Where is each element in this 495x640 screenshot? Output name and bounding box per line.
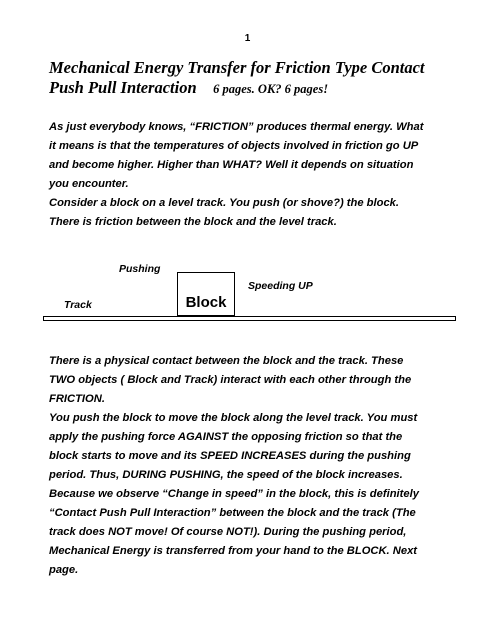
title-line-1: Mechanical Energy Transfer for Friction Type Contact	[49, 58, 425, 77]
speeding-up-label: Speeding UP	[248, 280, 313, 292]
title-line-2-text: Push Pull Interaction	[49, 78, 197, 97]
title-line-2	[49, 78, 469, 99]
text-line: track does NOT move! Of course NOT!). During the pushing period,	[49, 526, 407, 538]
text-line: it means is that the temperatures of objects involved in friction go UP	[49, 140, 419, 152]
explanation-paragraph	[49, 352, 469, 580]
text-line: FRICTION.	[49, 393, 105, 405]
page-title	[49, 58, 469, 99]
track-label: Track	[64, 299, 92, 311]
page-number: 1	[244, 33, 251, 44]
text-line: apply the pushing force AGAINST the opposing friction so that the	[49, 431, 403, 443]
pushing-label: Pushing	[119, 263, 161, 275]
text-line: Consider a block on a level track. You push (or shove?) the block.	[49, 197, 400, 209]
track-bar	[43, 316, 456, 321]
intro-paragraph	[49, 118, 469, 232]
text-line: “Contact Push Pull Interaction” between the block and the track (The	[49, 507, 416, 519]
title-note: 6 pages. OK? 6 pages!	[213, 82, 329, 96]
text-line: period. Thus, DURING PUSHING, the speed of the block increases.	[49, 469, 403, 481]
text-line: You push the block to move the block along the level track. You must	[49, 412, 418, 424]
text-line: Because we observe “Change in speed” in the block, this is definitely	[49, 488, 419, 500]
text-line: As just everybody knows, “FRICTION” produces thermal energy. What	[49, 121, 424, 133]
block-track-diagram	[0, 255, 495, 345]
block-shape	[177, 272, 235, 316]
text-line: block starts to move and its SPEED INCREASES during the pushing	[49, 450, 411, 462]
text-line: There is friction between the block and the level track.	[49, 216, 337, 228]
text-line: TWO objects ( Block and Track) interact with each other through the	[49, 374, 412, 386]
text-line: page.	[49, 564, 79, 576]
text-line: Mechanical Energy is transferred from your hand to the BLOCK. Next	[49, 545, 418, 557]
text-line: and become higher. Higher than WHAT? Well it depends on situation	[49, 159, 414, 171]
text-line: There is a physical contact between the block and the track. These	[49, 355, 404, 367]
block-label: Block	[185, 294, 227, 311]
text-line: you encounter.	[49, 178, 129, 190]
